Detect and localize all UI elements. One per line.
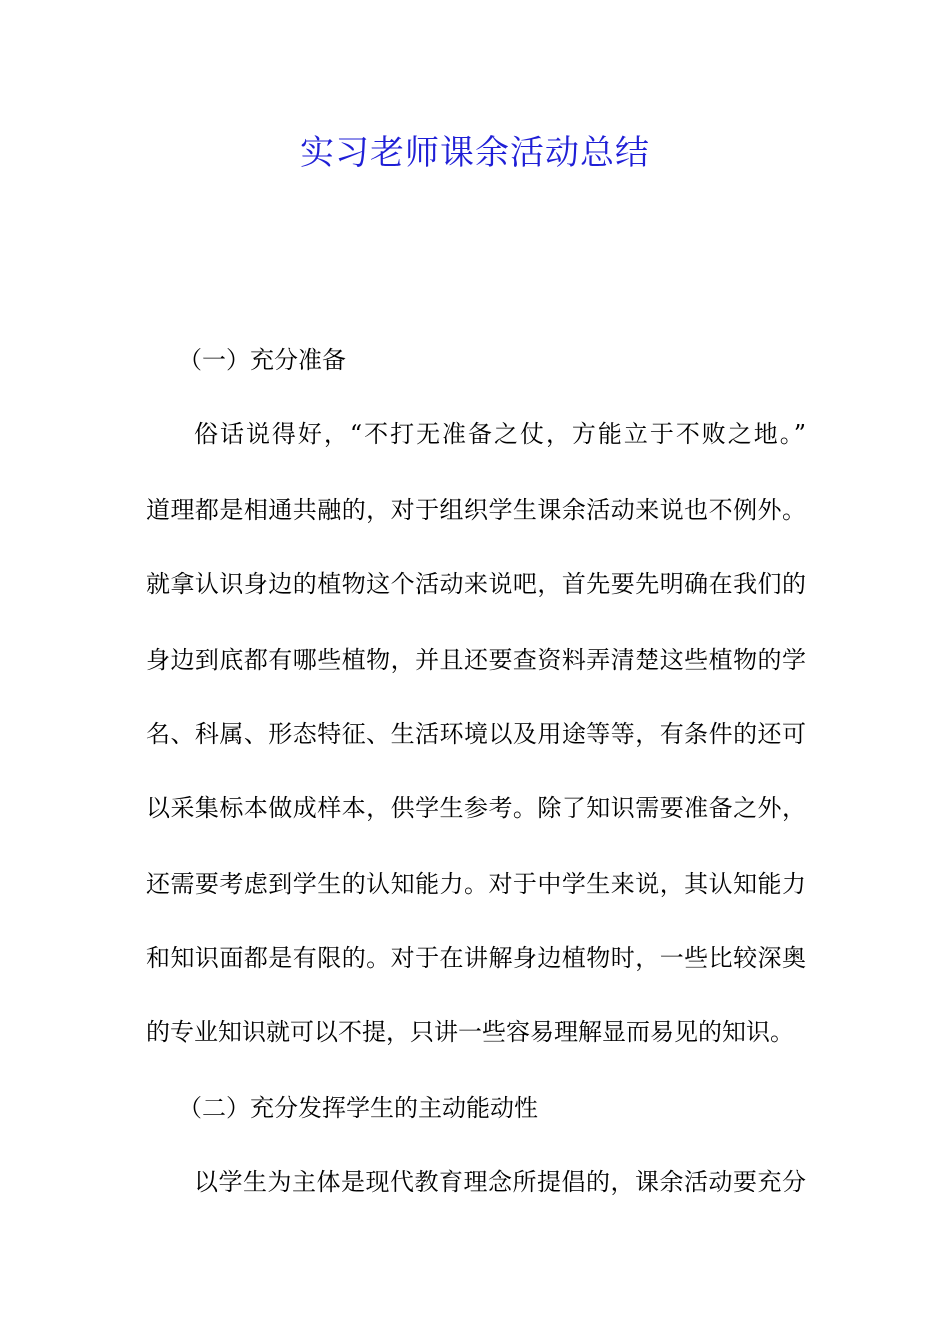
section-heading-1: （一）充分准备 xyxy=(178,346,346,374)
paragraph-line: 名、科属、形态特征、生活环境以及用途等等，有条件的还可 xyxy=(146,720,806,748)
paragraph-line: 就拿认识身边的植物这个活动来说吧，首先要先明确在我们的 xyxy=(146,570,806,598)
section-heading-2: （二）充分发挥学生的主动能动性 xyxy=(178,1094,538,1122)
paragraph-line: 以采集标本做成样本，供学生参考。除了知识需要准备之外， xyxy=(146,794,806,822)
paragraph-line: 道理都是相通共融的，对于组织学生课余活动来说也不例外。 xyxy=(146,496,806,524)
document-title: 实习老师课余活动总结 xyxy=(300,133,650,173)
paragraph-line: 以学生为主体是现代教育理念所提倡的，课余活动要充分 xyxy=(194,1168,806,1196)
paragraph-line: 身边到底都有哪些植物，并且还要查资料弄清楚这些植物的学 xyxy=(146,646,806,674)
paragraph-line: 的专业知识就可以不提，只讲一些容易理解显而易见的知识。 xyxy=(146,1018,794,1046)
paragraph-line: 还需要考虑到学生的认知能力。对于中学生来说，其认知能力 xyxy=(146,870,806,898)
paragraph-line: 和知识面都是有限的。对于在讲解身边植物时，一些比较深奥 xyxy=(146,944,806,972)
paragraph-line: 俗话说得好，“不打无准备之仗，方能立于不败之地。” xyxy=(194,420,806,448)
